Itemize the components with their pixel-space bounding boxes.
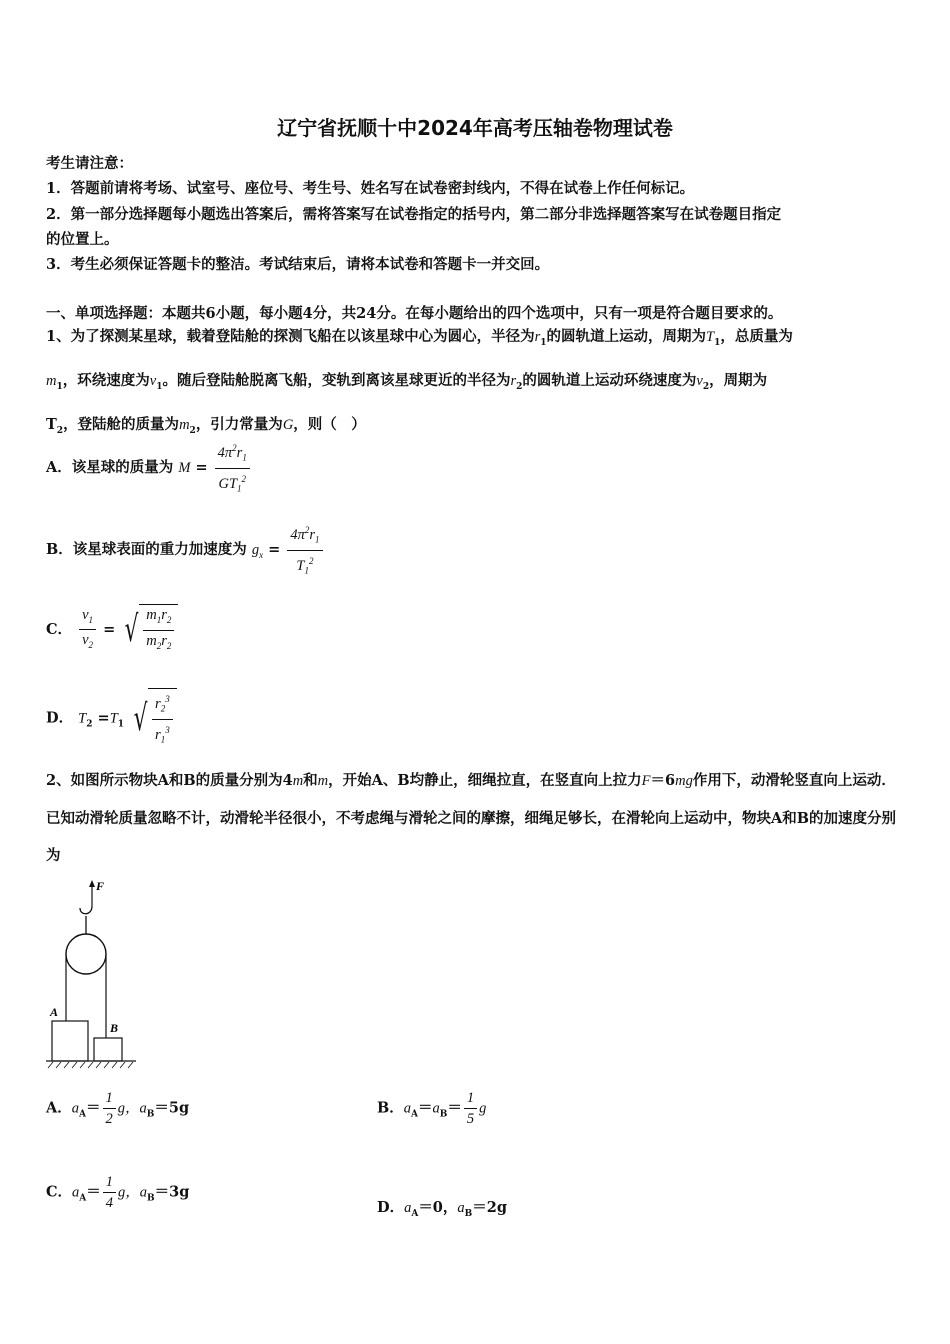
question-1-stem: 1、为了探测某星球，载着登陆舱的探测飞船在以该星球中心为圆心，半径为$r_1$的圆轨道上运动，周期为$T_1$，总质量为 $m_1$，环绕速度为$v_1$。随后登陆舱脱离飞船，变轨到离该星球更近的半径为$r_2$的圆轨道上运动环绕速度为$v_2$，周期为 $T_2$，登陆舱的质量为$m_2$，引力常量为G，则（ ）: [46, 328, 793, 436]
notice-item-1: 1．答题前请将考场、试室号、座位号、考生号、姓名写在试卷密封线内，不得在试卷上作任何标记。: [46, 180, 695, 197]
question-2-stem: 2、如图所示物块A和B的质量分别为4m和m，开始A、B均静止，细绳拉直，在竖直向上拉力F＝6mg作用下，动滑轮竖直向上运动．已知动滑轮质量忽略不计，动滑轮半径很小，不考虑绳与滑轮之间的摩擦，细绳足够长，在滑轮向上运动中，物块A和B的加速度分别为: [46, 772, 897, 864]
q1-option-b[interactable]: B．该星球表面的重力加速度为 $g_x$ = $\frac{4\pi^2r_1}{T_1^2}$: [46, 520, 325, 580]
q1-option-d[interactable]: D． $T_2 =T_1$ √ $\frac{r_2^3}{r_1^3}$: [46, 688, 177, 749]
q1-option-a[interactable]: A．该星球的质量为 M = $\frac{4\pi^2r_1}{GT_1^2}$: [46, 438, 252, 498]
page-title: 辽宁省抚顺十中2024年高考压轴卷物理试卷: [277, 116, 673, 140]
block-b-label: B: [110, 1021, 119, 1035]
notice-item-2-cont: 的位置上。: [46, 231, 119, 248]
q2-option-b[interactable]: B．$a_A=a_B=$ $\frac{1}{5}$ g: [377, 1090, 487, 1127]
notice-item-2: 2．第一部分选择题每小题选出答案后，需将答案写在试卷指定的括号内，第二部分非选择题答案写在试卷题目指定: [46, 206, 782, 223]
q2-option-d[interactable]: D．$a_A=0$，$a_B=2g$: [377, 1199, 507, 1219]
notice-heading: 考生请注意：: [46, 155, 133, 172]
force-label: F: [96, 879, 105, 893]
pulley-figure: [44, 878, 144, 1072]
section-heading: 一、单项选择题：本题共6小题，每小题4分，共24分。在每小题给出的四个选项中，只有一项是符合题目要求的。: [46, 305, 783, 322]
q1-option-c[interactable]: C． $\frac{v_1}{v_2}$ = √ $\frac{m_1r_2}{m_2r_2}$: [46, 604, 178, 656]
q2-option-c[interactable]: C．$a_A=$ $\frac{1}{4}$ g，$a_B=3g$: [46, 1174, 190, 1211]
block-a-label: A: [50, 1005, 59, 1019]
q2-option-a[interactable]: A．$a_A=$ $\frac{1}{2}$ g，$a_B=5g$: [46, 1090, 190, 1127]
notice-item-3: 3．考生必须保证答题卡的整洁。考试结束后，请将本试卷和答题卡一并交回。: [46, 256, 550, 273]
